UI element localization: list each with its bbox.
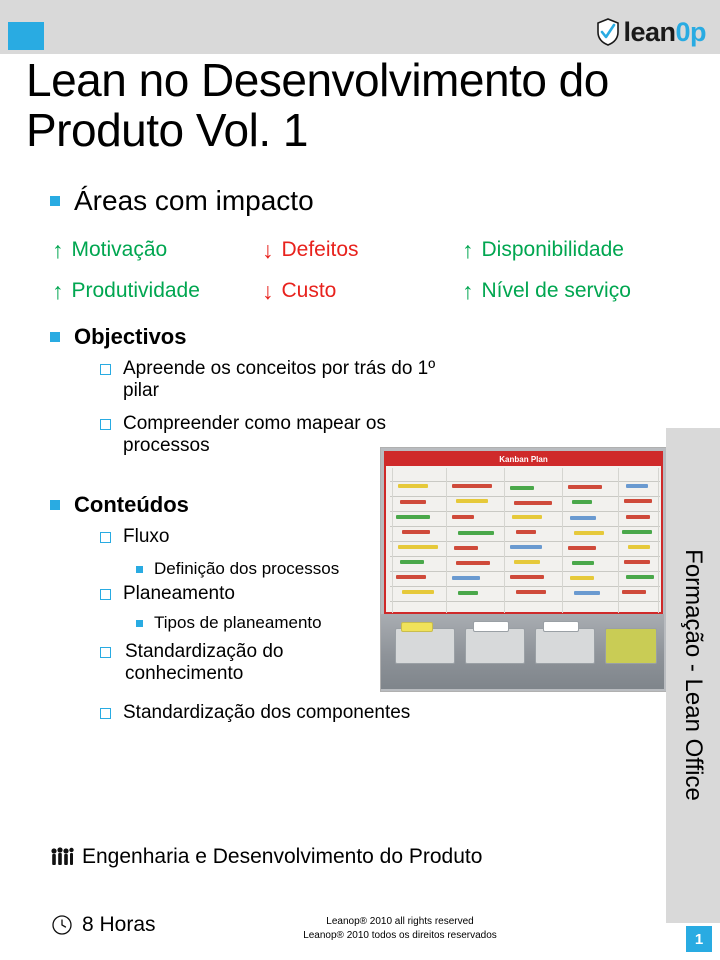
kpi-motivacao [52,238,167,262]
list-item-label: Compreender como mapear os processos [123,413,386,456]
kpi-label: Produtividade [71,279,200,302]
bullet-hollow-icon [100,589,111,600]
list-item-content-fluxo [100,526,169,548]
kpi-label: Disponibilidade [481,238,624,261]
bullet-hollow-icon [100,364,111,375]
section-heading-conteudos-label: Conteúdos [74,492,189,517]
footer-audience [48,845,482,869]
bullet-square-icon [50,196,60,206]
side-tab-label-wrapper [670,430,716,920]
list-item-label: Planeamento [123,583,235,604]
bullet-square-icon [50,332,60,342]
list-item-label: Fluxo [123,526,170,547]
bullet-hollow-icon [100,647,111,658]
arrow-up-icon: ↑ [462,277,474,304]
logo-text-main: lean [623,16,676,47]
bullet-hollow-icon [100,708,111,719]
kpi-label: Motivação [71,238,168,261]
list-item-content-standardizacao-componentes [100,702,450,724]
section-heading-impact [50,185,314,217]
kpi-defeitos [262,238,359,262]
footer-duration-label: 8 Horas [82,913,156,936]
list-item-subitem-tipos [136,613,322,633]
kpi-nivel-servico [462,279,631,303]
kpi-custo [262,279,336,303]
section-heading-objectivos [50,324,186,350]
list-item-objective-1 [100,358,460,402]
bullet-small-icon [136,566,143,573]
kpi-label: Nível de serviço [481,279,631,302]
list-item-label: Standardização do conhecimento [125,641,284,684]
list-item-label: Apreende os conceitos por trás do 1º pilar [123,358,436,401]
arrow-up-icon: ↑ [52,236,64,263]
page-title: Lean no Desenvolvimento do Produto Vol. 1 [26,54,609,156]
footer-duration [48,913,156,937]
section-heading-impact-label: Áreas com impacto [74,185,314,216]
arrow-down-icon: ↓ [262,277,274,304]
shield-check-icon [596,18,620,46]
kpi-disponibilidade [462,238,624,262]
footer-audience-label: Engenharia e Desenvolvimento do Produto [82,845,483,868]
arrow-up-icon: ↑ [462,236,474,263]
section-heading-objectivos-label: Objectivos [74,324,187,349]
list-item-content-planeamento [100,583,235,605]
copyright-line-2: Leanop® 2010 todos os direitos reservados [303,929,497,941]
list-item-label: Standardização dos componentes [123,702,411,723]
people-icon [48,846,76,868]
section-heading-conteudos [50,492,189,518]
kanban-board-photo [380,447,667,692]
clock-icon [48,914,76,936]
kpi-label: Custo [281,279,337,302]
copyright-line-1: Leanop® 2010 all rights reserved [326,916,474,927]
list-item-label: Definição dos processos [154,559,340,578]
kpi-label: Defeitos [281,238,359,261]
arrow-down-icon: ↓ [262,236,274,263]
page-number-badge: 1 [686,926,712,952]
bullet-hollow-icon [100,532,111,543]
list-item-content-standardizacao-conhecimento [100,641,350,685]
bullet-hollow-icon [100,419,111,430]
logo-text-accent: 0p [675,16,706,47]
bullet-square-icon [50,500,60,510]
header-accent-square [8,22,44,50]
photo-board [384,451,663,614]
list-item-subitem-definicao [136,559,339,579]
list-item-label: Tipos de planeamento [154,613,322,632]
kpi-produtividade [52,279,200,303]
copyright-block [250,915,550,942]
leanop-logo [596,16,706,48]
bullet-small-icon [136,620,143,627]
arrow-up-icon: ↑ [52,277,64,304]
logo-wordmark [623,16,706,47]
photo-board-caption: Kanban Plan [386,453,661,466]
side-tab-label: Formação - Lean Office [680,549,708,801]
photo-bench [381,614,664,689]
